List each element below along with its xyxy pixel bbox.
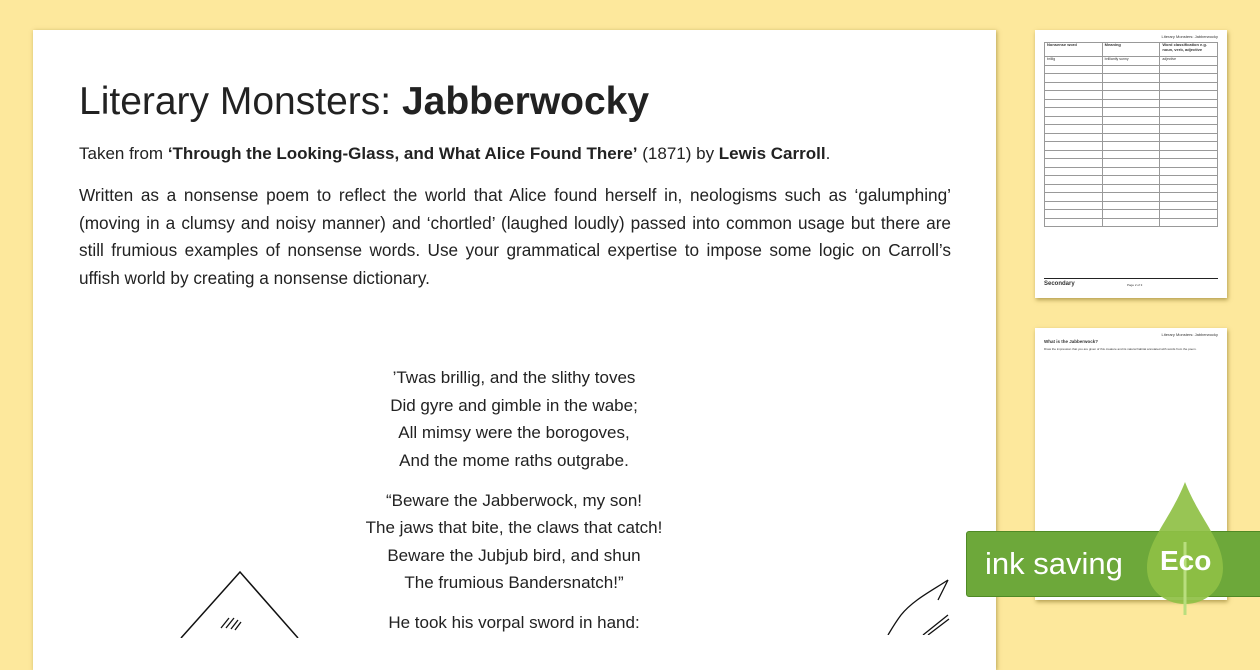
poem-line: ’Twas brillig, and the slithy toves [392,368,636,387]
col-header: Meaning [1102,43,1160,57]
thumbnail-page-2[interactable] [1035,30,1227,298]
sword-illustration-icon [173,568,313,638]
cell: brillig [1045,57,1103,66]
thumb-header: Literary Monsters: Jabberwocky [1161,332,1218,337]
thumb-page-number: Page 2 of 3 [1127,283,1143,287]
cell: adjective [1160,57,1218,66]
ink-saving-label: ink saving [985,546,1123,581]
dictionary-table [1044,42,1218,227]
poem-stanza [264,609,764,637]
feather-illustration-icon [853,575,953,635]
poem-line: And the mome raths outgrabe. [399,450,629,470]
page-title: Literary Monsters: Jabberwocky [79,80,650,123]
poem-line: He took his vorpal sword in hand: [388,613,640,632]
poem [264,364,764,649]
poem-stanza [264,364,764,474]
poem-line: The jaws that bite, the claws that catch! [365,518,663,537]
poem-stanza [264,487,764,597]
thumb-footer-label: Secondary [1044,281,1075,287]
thumb-heading: What is the Jabberwock? [1044,339,1099,344]
poem-line: The frumious Bandersnatch!” [404,573,624,592]
thumb-instruction: Draw the impression that you are given of this creature and its natural habitat annotated with words from the poem. [1044,347,1197,351]
worksheet-page [33,30,996,670]
source-line: Taken from ‘Through the Looking-Glass, and What Alice Found There’ (1871) by Lewis Carroll. [79,144,831,163]
col-header: Nonsense word [1045,43,1103,57]
eco-label: Eco [1160,545,1212,576]
poem-line: Did gyre and gimble in the wabe; [390,395,638,415]
poem-line: Beware the Jubjub bird, and shun [387,545,641,565]
intro-paragraph: Written as a nonsense poem to reflect the world that Alice found herself in, neologisms such as ‘galumphing’ (moving in a clumsy and noisy manner) and ‘chortled’ (laughed loudly) passed into common usage but there are still frumious examples of nonsense words. Use your grammatical expertise to impose some logic on Carroll’s uffish world by creating a nonsense dictionary. [79,185,951,288]
col-header: Word classification e.g. noun, verb, adjective [1160,43,1218,57]
poem-line: All mimsy were the borogoves, [398,423,630,442]
poem-line: “Beware the Jabberwock, my son! [385,490,643,510]
cell: brilliantly sunny [1102,57,1160,66]
thumb-header: Literary Monsters: Jabberwocky [1161,34,1218,39]
